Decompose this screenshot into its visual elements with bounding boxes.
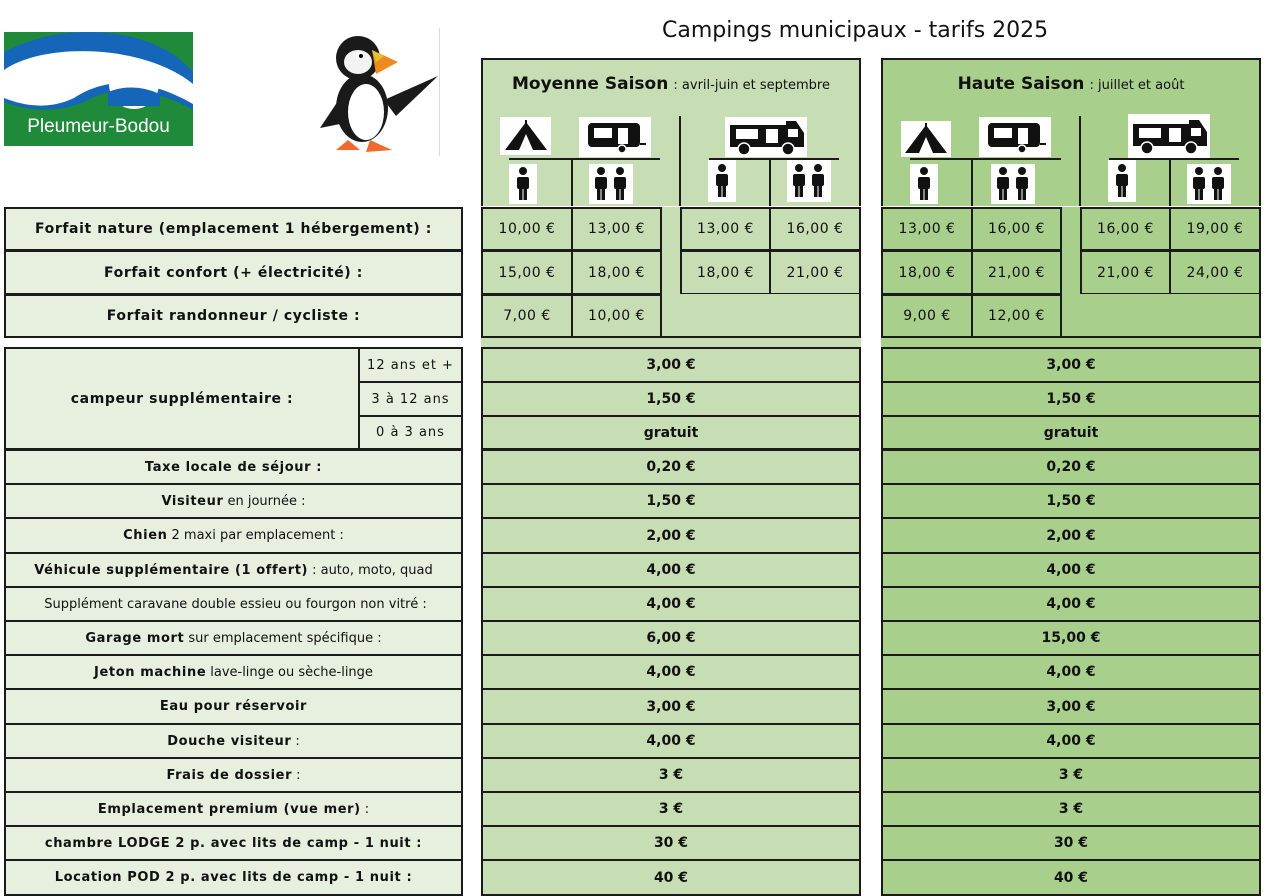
price-cell: 40 € — [881, 859, 1261, 896]
price-cell: 1,50 € — [481, 381, 861, 417]
high-season-period: : juillet et août — [1089, 78, 1185, 93]
price-cell: 13,00 € — [881, 207, 973, 251]
price-cell: 16,00 € — [971, 207, 1062, 251]
price-cell: 30 € — [881, 825, 1261, 861]
forfait-label: Forfait confort (+ électricité) : — [4, 250, 463, 295]
age-label: 3 à 12 ans — [358, 381, 463, 417]
price-cell: 4,00 € — [881, 654, 1261, 690]
price-cell: 1,50 € — [481, 483, 861, 519]
tariff-label — [4, 449, 463, 485]
tariff-label — [4, 517, 463, 554]
tariff-label-bold: Taxe locale de séjour : — [144, 459, 323, 475]
price-cell: 19,00 € — [1169, 207, 1261, 251]
caravan-icon — [579, 117, 651, 157]
empty-gap — [1062, 207, 1080, 294]
price-cell: 30 € — [481, 825, 861, 861]
person-icon — [509, 164, 537, 204]
camper-van-icon — [725, 117, 807, 157]
tariff-label-bold: Frais de dossier — [166, 767, 293, 783]
high-person-row-line — [910, 158, 1061, 160]
mid-season-period: : avril-juin et septembre — [673, 78, 830, 93]
price-cell: 4,00 € — [481, 654, 861, 690]
price-cell: 4,00 € — [481, 552, 861, 588]
tariff-label-detail: : — [364, 801, 370, 817]
price-cell: 9,00 € — [881, 294, 973, 338]
price-cell: 0,20 € — [481, 449, 861, 485]
price-cell: 16,00 € — [769, 207, 861, 251]
tariff-label — [4, 825, 463, 861]
tariff-label-bold: Douche visiteur — [167, 733, 292, 749]
mid-season-name: Moyenne Saison — [512, 74, 669, 94]
tariff-label-bold: Garage mort — [85, 630, 185, 646]
high-col-divider-1 — [971, 160, 973, 206]
price-cell: 6,00 € — [481, 620, 861, 656]
tariff-label-bold: Visiteur — [161, 493, 224, 509]
price-cell: 40 € — [481, 859, 861, 896]
person-icon — [910, 164, 938, 204]
price-cell: 10,00 € — [571, 294, 662, 338]
tariff-label-bold: Emplacement premium (vue mer) — [97, 801, 361, 817]
tariff-label-detail: : auto, moto, quad — [312, 562, 433, 578]
page-title: Campings municipaux - tarifs 2025 — [662, 18, 1049, 43]
person-icon — [708, 160, 736, 202]
pleumeur-bodou-logo — [4, 32, 193, 146]
price-cell: 12,00 € — [971, 294, 1062, 338]
price-cell: 4,00 € — [881, 723, 1261, 759]
price-cell: 3 € — [481, 757, 861, 793]
age-label: 0 à 3 ans — [358, 415, 463, 450]
price-cell: 18,00 € — [881, 250, 973, 295]
caravan-icon — [979, 117, 1051, 157]
two-persons-icon — [991, 164, 1035, 204]
empty-area — [1062, 294, 1261, 338]
price-cell: 2,00 € — [481, 517, 861, 554]
extra-camper-label: campeur supplémentaire : — [4, 347, 360, 450]
price-cell: 15,00 € — [881, 620, 1261, 656]
tariff-label-detail: 2 maxi par emplacement : — [171, 528, 344, 543]
tariff-label-bold: Location POD 2 p. avec lits de camp - 1 nuit : — [54, 870, 413, 885]
price-cell: 18,00 € — [680, 250, 771, 295]
price-cell: 16,00 € — [1080, 207, 1171, 251]
price-cell: 3 € — [881, 791, 1261, 827]
forfait-label: Forfait randonneur / cycliste : — [4, 294, 463, 338]
price-cell: 4,00 € — [881, 586, 1261, 622]
price-cell: 21,00 € — [769, 250, 861, 295]
price-cell: 10,00 € — [481, 207, 573, 251]
tariff-label-bold: Eau pour réservoir — [159, 699, 308, 714]
price-cell: 13,00 € — [571, 207, 662, 251]
high-col-divider-2 — [1079, 116, 1081, 206]
empty-gap — [662, 207, 680, 294]
tariff-label-detail: sur emplacement spécifique : — [188, 630, 382, 646]
high-col-divider-3 — [1169, 160, 1171, 206]
tent-icon — [500, 117, 551, 155]
price-cell: 0,20 € — [881, 449, 1261, 485]
mid-col-divider-2 — [679, 116, 681, 206]
price-cell: 4,00 € — [481, 586, 861, 622]
high-season-name: Haute Saison — [957, 74, 1085, 94]
price-cell: 15,00 € — [481, 250, 573, 295]
tent-icon — [901, 121, 951, 157]
price-cell: 3,00 € — [881, 347, 1261, 383]
tariff-label — [4, 791, 463, 827]
tariff-label-detail: en journée : — [227, 493, 306, 509]
tariff-label-detail: Supplément caravane double essieu ou fourgon non vitré : — [44, 596, 427, 612]
price-cell: 3,00 € — [481, 347, 861, 383]
price-cell: 21,00 € — [1080, 250, 1171, 295]
mid-col-divider-1 — [571, 160, 573, 206]
price-cell: 2,00 € — [881, 517, 1261, 554]
two-persons-icon — [1187, 164, 1231, 204]
tariff-label — [4, 654, 463, 690]
tariff-label — [4, 620, 463, 656]
tariff-label — [4, 552, 463, 588]
price-cell: gratuit — [481, 415, 861, 450]
mid-person-row-line — [509, 158, 660, 160]
mid-col-divider-3 — [769, 160, 771, 206]
tariff-label-bold: Véhicule supplémentaire (1 offert) — [34, 562, 309, 578]
high-season-title — [881, 74, 1261, 94]
tariff-label — [4, 757, 463, 793]
tariff-label-bold: Jeton machine — [94, 664, 207, 680]
price-cell: 18,00 € — [571, 250, 662, 295]
empty-area — [662, 294, 861, 338]
tariff-label-bold: Chien — [123, 528, 168, 543]
price-cell: 1,50 € — [881, 381, 1261, 417]
price-cell: 3,00 € — [881, 688, 1261, 725]
two-persons-icon — [787, 160, 831, 202]
price-cell: 21,00 € — [971, 250, 1062, 295]
puffin-illustration — [300, 28, 440, 156]
price-cell: 24,00 € — [1169, 250, 1261, 295]
price-cell: 7,00 € — [481, 294, 573, 338]
forfait-label: Forfait nature (emplacement 1 hébergement) : — [4, 207, 463, 251]
tariff-label — [4, 723, 463, 759]
price-cell: 13,00 € — [680, 207, 771, 251]
tariff-label — [4, 688, 463, 725]
tariff-label-detail: : — [295, 733, 300, 749]
camper-van-icon — [1128, 114, 1210, 158]
tariff-label — [4, 859, 463, 896]
tariff-label-detail: lave-linge ou sèche-linge — [210, 664, 373, 680]
price-cell: 1,50 € — [881, 483, 1261, 519]
price-cell: 3 € — [481, 791, 861, 827]
two-persons-icon — [589, 164, 633, 204]
price-cell: 4,00 € — [881, 552, 1261, 588]
tariff-label-bold: chambre LODGE 2 p. avec lits de camp - 1 nuit : — [44, 835, 423, 851]
tariff-label — [4, 586, 463, 622]
mid-season-title — [481, 74, 861, 94]
person-icon — [1108, 160, 1136, 202]
price-cell: 3 € — [881, 757, 1261, 793]
price-cell: 4,00 € — [481, 723, 861, 759]
logo-text: Pleumeur-Bodou — [27, 116, 170, 137]
price-cell: gratuit — [881, 415, 1261, 450]
age-label: 12 ans et + — [358, 347, 463, 383]
price-cell: 3,00 € — [481, 688, 861, 725]
tariff-label — [4, 483, 463, 519]
tariff-label-detail: : — [296, 767, 301, 783]
